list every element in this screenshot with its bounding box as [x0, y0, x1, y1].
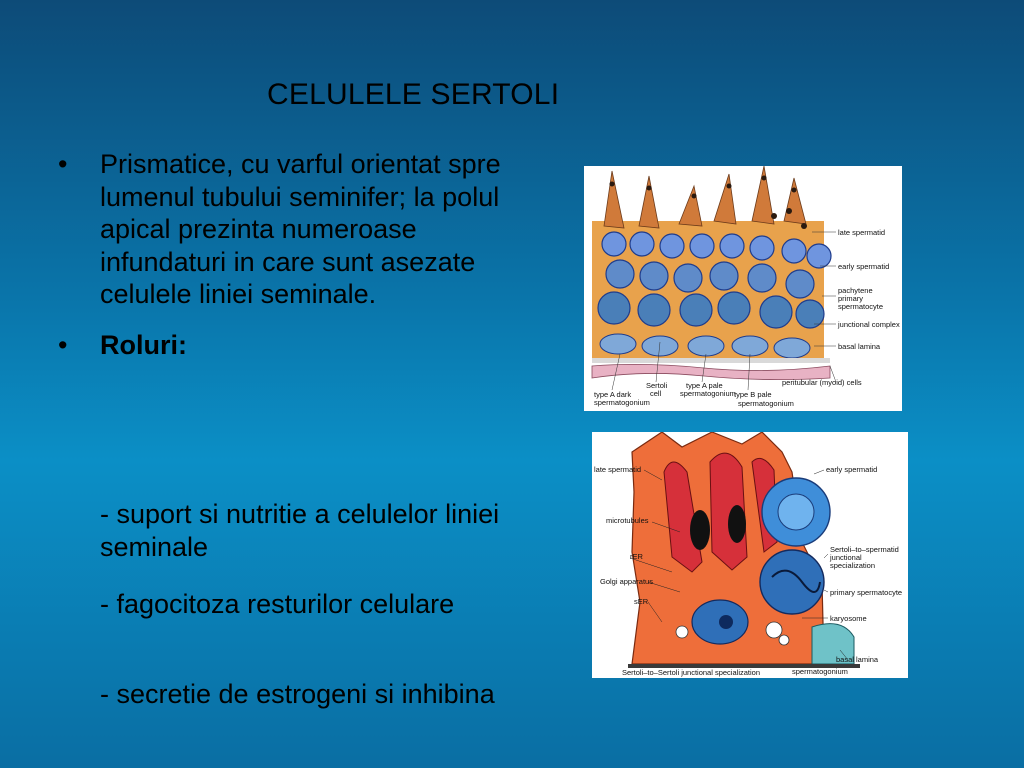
figure-sertoli-cell-detail — [592, 432, 908, 678]
label-microtubules: microtubules — [606, 516, 649, 525]
role-phagocytosis: - fagocitoza resturilor celulare — [100, 589, 455, 619]
role-support: - suport si nutritie a celulelor liniei seminale — [100, 499, 500, 562]
label-early-spermatid-bottom: early spermatid — [826, 465, 878, 474]
label-type-a-dark-spermatogonium: spermatogonium — [594, 398, 650, 407]
bullet-roles — [58, 329, 528, 362]
label-sertoli-to-spermatid: Sertoli–to–spermatid — [830, 545, 899, 554]
bullet-description — [58, 148, 528, 311]
label-peritubular: peritubular (myoid) cells — [782, 378, 862, 387]
label-sertoli: Sertoli — [646, 381, 668, 390]
label-karyosome: karyosome — [830, 614, 867, 623]
label-pachytene: pachytene — [838, 286, 873, 295]
role-secretion: - secretie de estrogeni si inhibina — [100, 679, 495, 709]
label-type-a-pale: type A pale — [686, 381, 723, 390]
label-type-b-spermatogonium: spermatogonium — [738, 399, 794, 408]
label-primary-spermatocyte: primary spermatocyte — [830, 588, 903, 597]
label-sertoli-to-spermatid-junctional: junctional — [830, 553, 862, 562]
bullet-description-text: Prismatice, cu varful orientat spre lumenul tubului seminifer; la polul apical prezinta numeroase infundaturi in care sunt asezate celulele liniei seminale. — [100, 149, 501, 309]
bullet-dot: • — [58, 149, 68, 179]
label-early-spermatid-top: early spermatid — [838, 262, 890, 271]
label-late-spermatid-bottom: late spermatid — [594, 465, 642, 474]
label-basal-lamina-bottom: basal lamina — [836, 655, 879, 664]
epithelium-diagram — [584, 166, 902, 411]
label-junctional-complex: junctional complex — [838, 320, 900, 329]
label-type-a-pale-spermatogonium: spermatogonium — [680, 389, 736, 398]
label-sertoli-cell: cell — [650, 389, 662, 398]
label-spermatogonium: spermatogonium — [792, 667, 848, 676]
label-pachytene-primary: primary — [838, 294, 864, 303]
label-late-spermatid-top: late spermatid — [838, 228, 886, 237]
sertoli-detail-diagram — [592, 432, 908, 678]
bullet-list — [58, 148, 528, 361]
bullet-dot: • — [58, 329, 68, 360]
primary-spermatocyte-cell — [760, 550, 824, 614]
label-golgi: Golgi apparatus — [600, 577, 653, 586]
label-rer: rER — [630, 552, 643, 561]
figure-seminiferous-epithelium — [584, 166, 902, 411]
slide-title: CELULELE SERTOLI — [267, 78, 560, 111]
label-sertoli-to-sertoli: Sertoli–to–Sertoli junctional specialization — [622, 668, 760, 677]
label-sertoli-to-spermatid-specialization: specialization — [830, 561, 876, 570]
label-type-b: type B pale — [734, 390, 772, 399]
bullet-roles-heading: Roluri: — [100, 329, 187, 360]
label-ser: sER — [634, 597, 649, 606]
label-type-a-dark: type A dark — [594, 390, 632, 399]
label-basal-lamina-top: basal lamina — [838, 342, 881, 351]
label-pachytene-spermatocyte: spermatocyte — [838, 302, 884, 311]
